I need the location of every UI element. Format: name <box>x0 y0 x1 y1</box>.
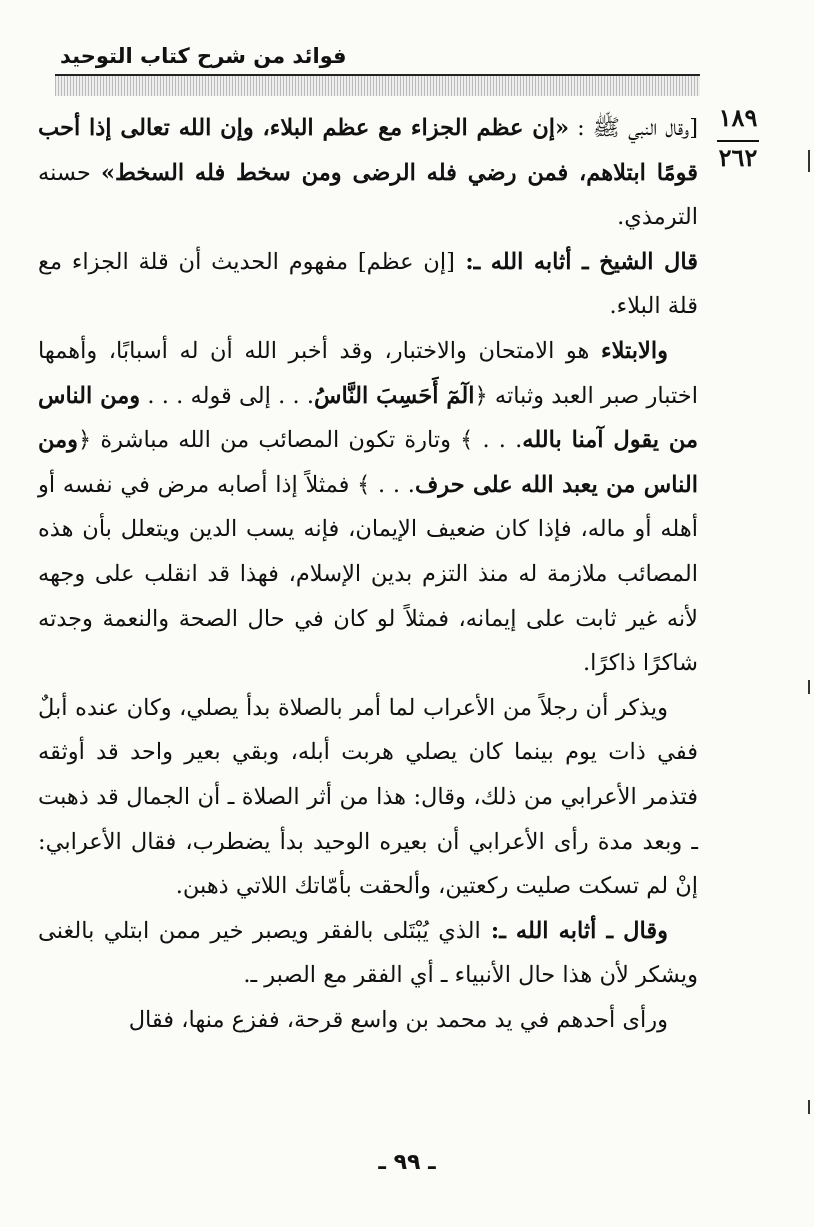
reference-divider <box>717 140 759 142</box>
reference-number-top: ١٨٩ <box>718 103 758 132</box>
story-text: ويذكر أن رجلاً من الأعراب لما أمر بالصلاة بدأ يصلي، وكان عنده أبلٌ ففي ذات يوم بينما كان يصلي هربت أبله، وبقي بعير واحد قد أوثقه فتذمر الأعرابي من ذلك، وقال: هذا من أثر الصلاة ـ أن الجمال قد ذهبت ـ وبعد مدة رأى الأعرابي أن بعيره الوحيد بدأ يضطرب، فقال الأعرابي: إنْ لم تسكت صليت ركعتين، وألحقت بأمّاتك اللاتي ذهبن. <box>38 694 698 900</box>
trial-text-3: . . . ﴾ وتارة تكون المصائب من الله مباشرة ﴿ <box>78 427 523 454</box>
page-number: ـ ٩٩ ـ <box>378 1150 436 1175</box>
hadith-grading: حسنه الترمذي. <box>38 159 698 231</box>
paragraph-trial <box>38 329 698 686</box>
speaker-label: قال الشيخ ـ أثابه الله ـ: <box>454 248 698 275</box>
paragraph-sheikh-comment <box>38 240 698 329</box>
edge-mark <box>808 680 810 694</box>
reference-number-bottom: ٢٦٢ <box>718 143 758 172</box>
paragraph-poverty <box>38 909 698 998</box>
paragraph-hadith <box>38 106 698 240</box>
continuation-text: ورأى أحدهم في يد محمد بن واسع قرحة، ففزع منها، فقال <box>128 1006 668 1033</box>
quran-verse-2: ومن الناس من يقول آمنا بالله <box>38 382 698 454</box>
comment-text: [إن عظم] مفهوم الحديث أن قلة الجزاء مع قلة البلاء. <box>38 248 698 320</box>
poverty-text: الذي يُبْتَلى بالفقر ويصبر خير ممن ابتلي بالغنى ويشكر لأن هذا حال الأنبياء ـ أي الفقر مع الصبر ـ. <box>38 917 698 989</box>
trial-text-2: . . . إلى قوله . . . <box>140 382 315 409</box>
running-header: فوائد من شرح كتاب التوحيد <box>60 44 347 68</box>
hadith-text: «إن عظم الجزاء مع عظم البلاء، وإن الله تعالى إذا أحب قومًا ابتلاهم، فمن رضي فله الرضى ومن سخط فله السخط» <box>38 115 698 186</box>
edge-mark <box>808 150 810 172</box>
paragraph-continuation <box>38 998 698 1043</box>
hadith-intro: [وقال النبي ﷺ : <box>569 115 698 141</box>
speaker-label-2: وقال ـ أثابه الله ـ: <box>480 917 669 944</box>
term-ibtila: والابتلاء <box>600 337 668 364</box>
edge-mark <box>808 1100 810 1114</box>
page-content <box>38 106 698 1042</box>
trial-text-1: هو الامتحان والاختبار، وقد أخبر الله أن له أسبابًا، وأهمها اختبار صبر العبد وثباته ﴿ <box>38 337 698 409</box>
quran-verse-1: الٓمٓ أَحَسِبَ النَّاسُ <box>314 382 475 409</box>
paragraph-bedouin-story <box>38 686 698 909</box>
header-rule <box>55 74 700 96</box>
quran-verse-3: ومن الناس من يعبد الله على حرف <box>38 427 698 498</box>
trial-text-4: . . . ﴾ فمثلاً إذا أصابه مرض في نفسه أو أهله أو ماله، فإذا كان ضعيف الإيمان، فإنه يسب الدين ويتعلل بأن هذه المصائب ملازمة له منذ التزم بدين الإسلام، فهذا قد انقلب على وجهه لأنه غير ثابت على إيمانه، فمثلاً لو كان في حال الصحة والنعمة وجدته شاكرًا ذاكرًا. <box>38 471 698 677</box>
